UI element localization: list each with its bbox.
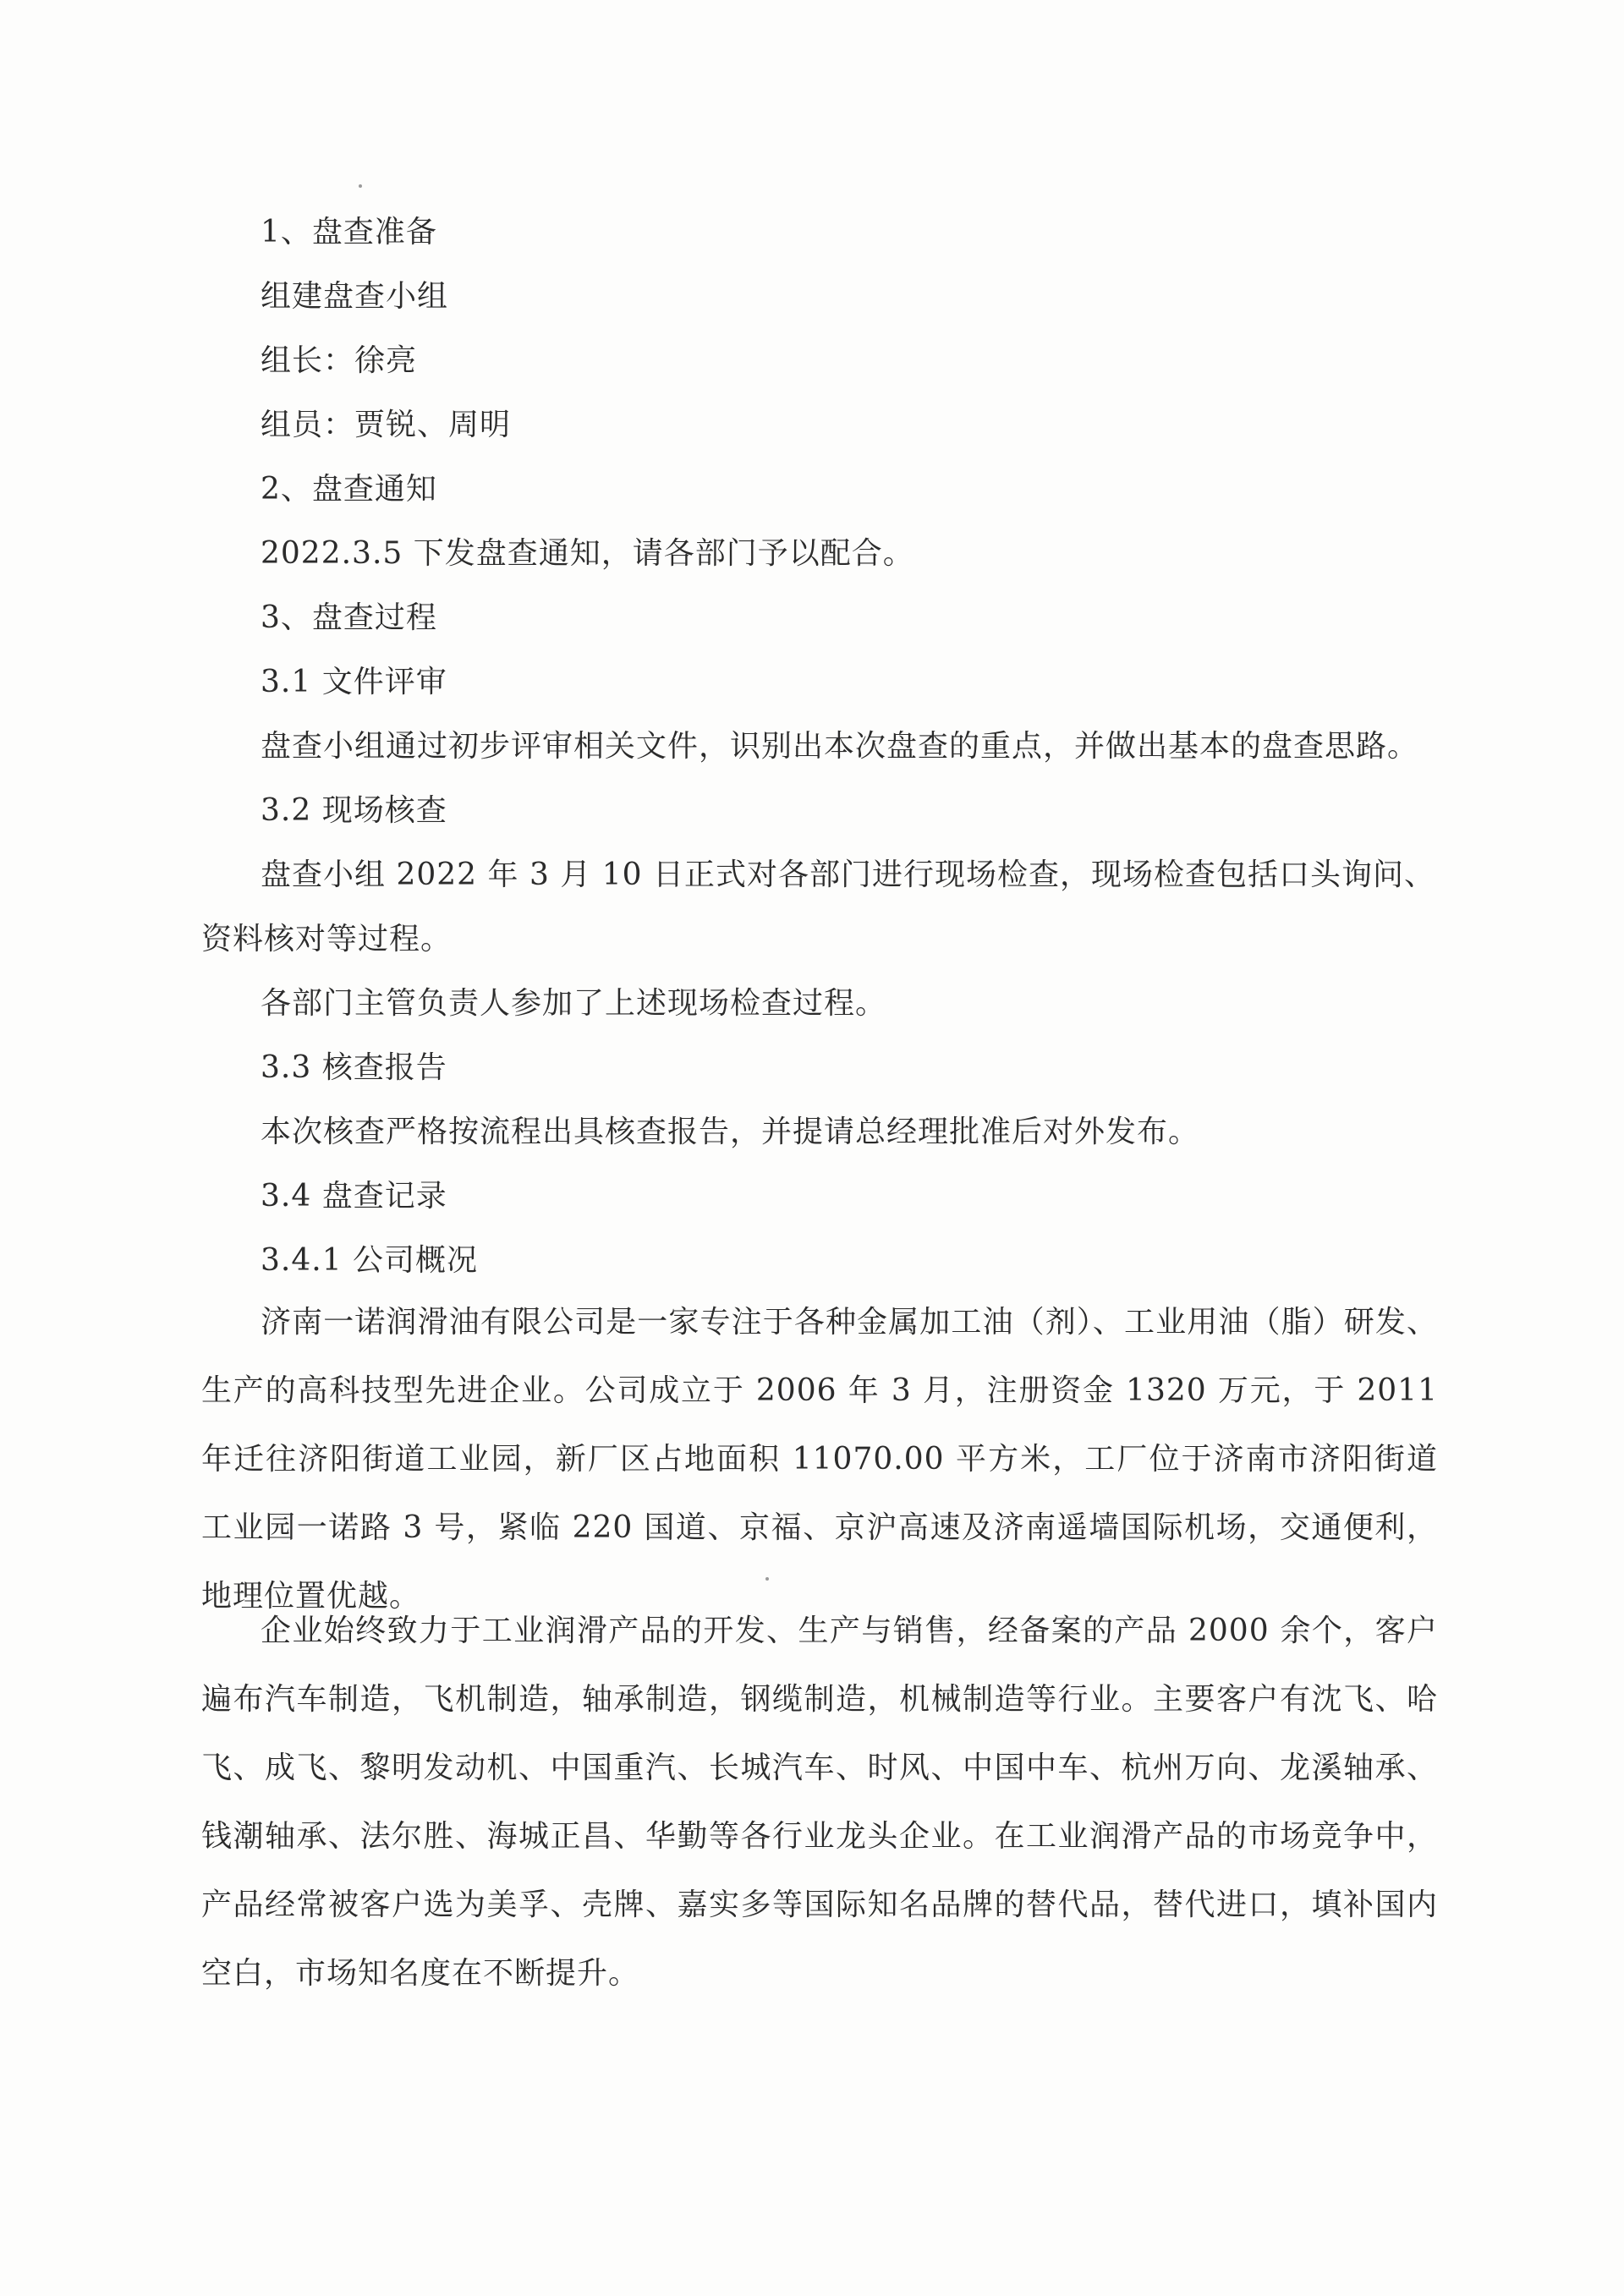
- scan-speck: [765, 1577, 769, 1581]
- text-line: 组建盘查小组: [261, 279, 449, 314]
- company-overview-paragraph: 济南一诺润滑油有限公司是一家专注于各种金属加工油（剂）、工业用油（脂）研发、生产的高科技型先进企业。公司成立于 2006 年 3 月，注册资金 1320 万元，于 2011 年迁往济阳街道工业园，新厂区占地面积 11070.00 平方米，工厂位于济南市济阳街道工业园一诺路 3 号，紧临 220 国道、京福、京沪高速及济南遥墙国际机场，交通便利，地理位置优越。: [201, 1305, 1438, 1614]
- text-line: 盘查小组 2022 年 3 月 10 日正式对各部门进行现场检查，现场检查包括口头询问、: [261, 858, 1435, 892]
- text-line: 盘查小组通过初步评审相关文件，识别出本次盘查的重点，并做出基本的盘查思路。: [261, 729, 1419, 764]
- text-line: 组长：徐亮: [261, 343, 418, 378]
- section-heading-preparation: 1、盘查准备: [261, 215, 437, 249]
- scan-speck: [359, 184, 362, 188]
- section-heading-notice: 2、盘查通知: [261, 472, 437, 507]
- text-line: 各部门主管负责人参加了上述现场检查过程。: [261, 986, 887, 1021]
- section-heading-process: 3、盘查过程: [261, 600, 437, 635]
- subsection-heading: 3.4.1 公司概况: [261, 1243, 479, 1278]
- company-customers-paragraph: 企业始终致力于工业润滑产品的开发、生产与销售，经备案的产品 2000 余个，客户遍布汽车制造，飞机制造，轴承制造，钢缆制造，机械制造等行业。主要客户有沈飞、哈飞、成飞、黎明发动机、中国重汽、长城汽车、时风、中国中车、杭州万向、龙溪轴承、钱潮轴承、法尔胜、海城正昌、华勤等各行业龙头企业。在工业润滑产品的市场竞争中，产品经常被客户选为美孚、壳牌、嘉实多等国际知名品牌的替代品，替代进口，填补国内空白，市场知名度在不断提升。: [201, 1614, 1438, 1991]
- subsection-heading: 3.1 文件评审: [261, 665, 447, 699]
- subsection-heading: 3.2 现场核查: [261, 793, 447, 828]
- text-line: 组员：贾锐、周明: [261, 408, 512, 442]
- text-line: 资料核对等过程。: [201, 922, 453, 956]
- subsection-heading: 3.4 盘查记录: [261, 1179, 447, 1214]
- subsection-heading: 3.3 核查报告: [261, 1050, 447, 1085]
- text-line: 本次核查严格按流程出具核查报告，并提请总经理批准后对外发布。: [261, 1115, 1200, 1149]
- text-line: 2022.3.5 下发盘查通知，请各部门予以配合。: [261, 536, 914, 571]
